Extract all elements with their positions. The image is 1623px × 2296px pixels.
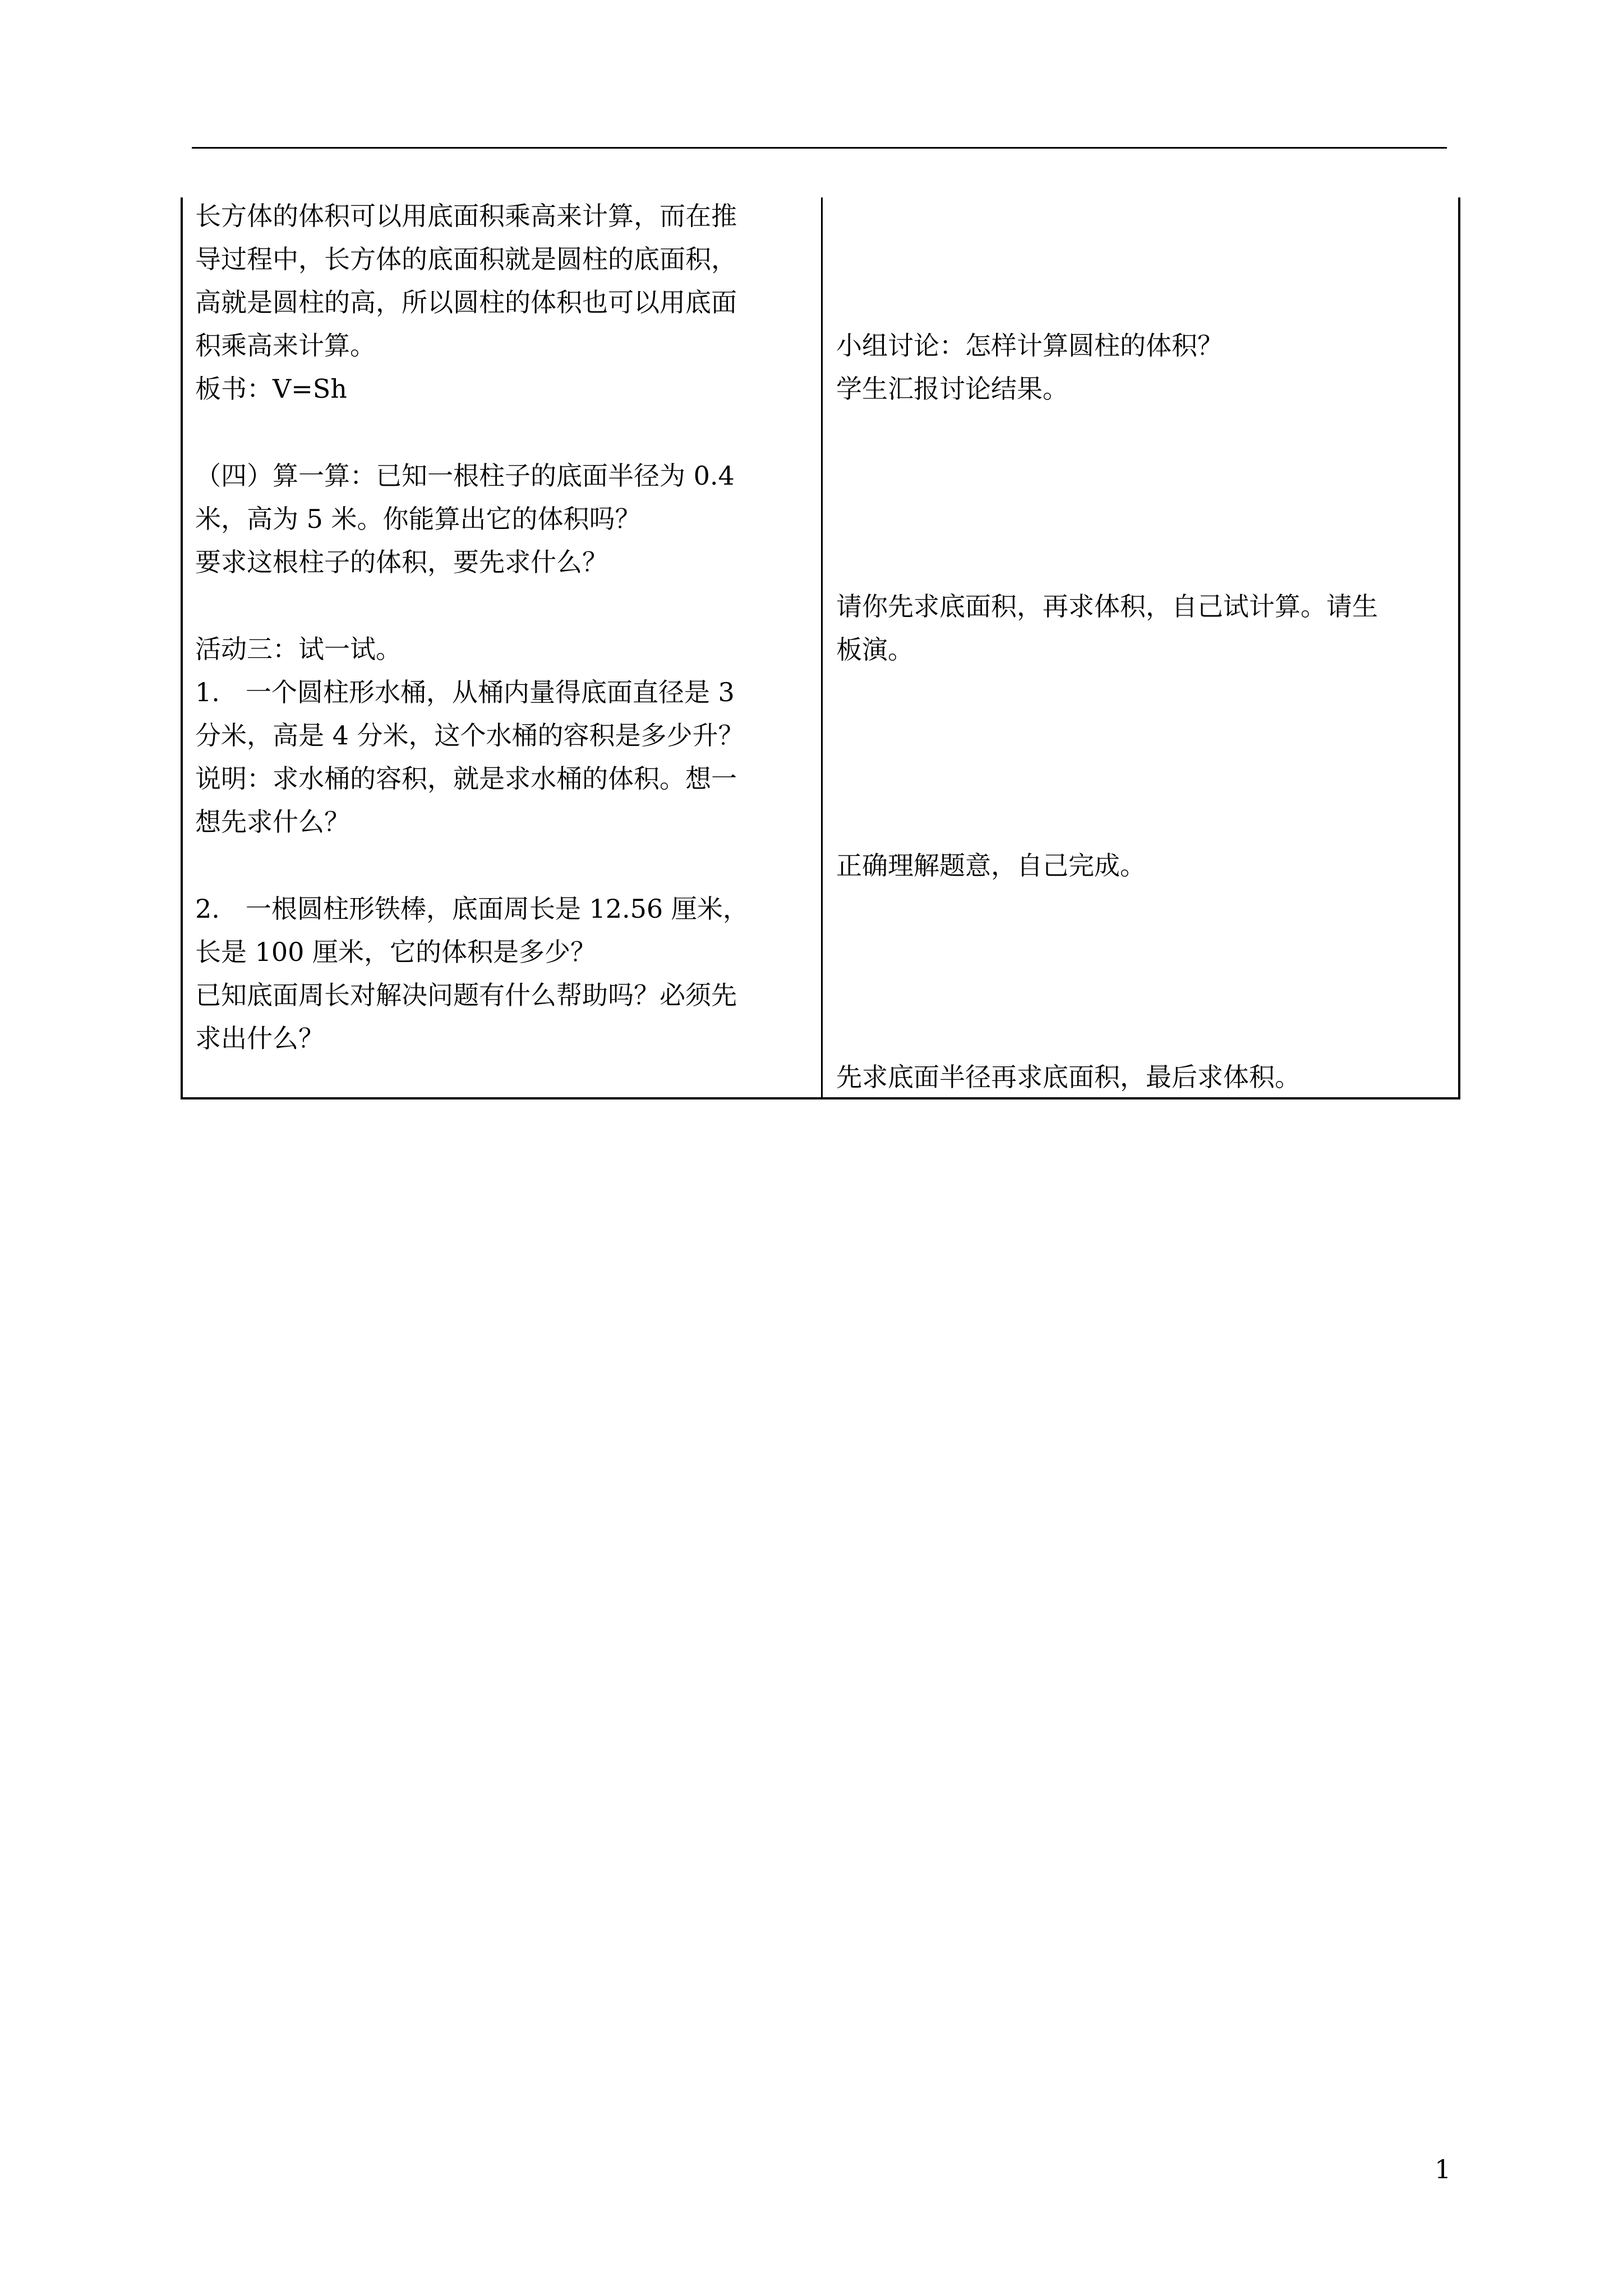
left-text-line: 1. 一个圆柱形水桶，从桶内量得底面直径是 3 xyxy=(195,677,735,707)
right-text-line: 板演。 xyxy=(836,634,914,665)
right-text-line: 请你先求底面积，再求体积，自己试计算。请生 xyxy=(836,591,1378,622)
right-text-line: 小组讨论：怎样计算圆柱的体积？ xyxy=(836,330,1223,361)
left-text-line: 想先求什么？ xyxy=(195,807,350,837)
left-text-line: 米，高为 5 米。你能算出它的体积吗？ xyxy=(195,504,641,534)
left-text-line: 说明：求水桶的容积，就是求水桶的体积。想一 xyxy=(195,763,737,794)
left-text-line: 导过程中，长方体的底面积就是圆柱的底面积， xyxy=(195,244,737,274)
right-text-line: 学生汇报讨论结果。 xyxy=(836,374,1068,404)
left-text-line: （四）算一算：已知一根柱子的底面半径为 0.4 xyxy=(195,461,735,491)
left-text-line: 分米，高是 4 分米，这个水桶的容积是多少升？ xyxy=(195,720,744,751)
left-text-line: 板书：V=Sh xyxy=(195,374,347,404)
right-text-line: 先求底面半径再求底面积，最后求体积。 xyxy=(836,1062,1301,1092)
lesson-table xyxy=(181,197,1460,1099)
left-text-line: 已知底面周长对解决问题有什么帮助吗？必须先 xyxy=(195,980,737,1010)
left-text-line: 长是 100 厘米，它的体积是多少？ xyxy=(195,937,597,967)
left-text-line: 2. 一根圆柱形铁棒，底面周长是 12.56 厘米， xyxy=(195,894,749,924)
column-divider xyxy=(821,197,823,1097)
left-text-line: 高就是圆柱的高，所以圆柱的体积也可以用底面 xyxy=(195,287,737,318)
left-text-line: 要求这根柱子的体积，要先求什么？ xyxy=(195,547,608,577)
left-text-line: 求出什么？ xyxy=(195,1023,324,1053)
left-text-line: 长方体的体积可以用底面积乘高来计算，而在推 xyxy=(195,201,737,231)
left-text-line: 积乘高来计算。 xyxy=(195,330,376,361)
page-number: 1 xyxy=(1435,2154,1451,2184)
left-text-line: 活动三：试一试。 xyxy=(195,634,402,664)
header-rule xyxy=(192,147,1447,149)
right-text-line: 正确理解题意，自己完成。 xyxy=(836,850,1146,881)
